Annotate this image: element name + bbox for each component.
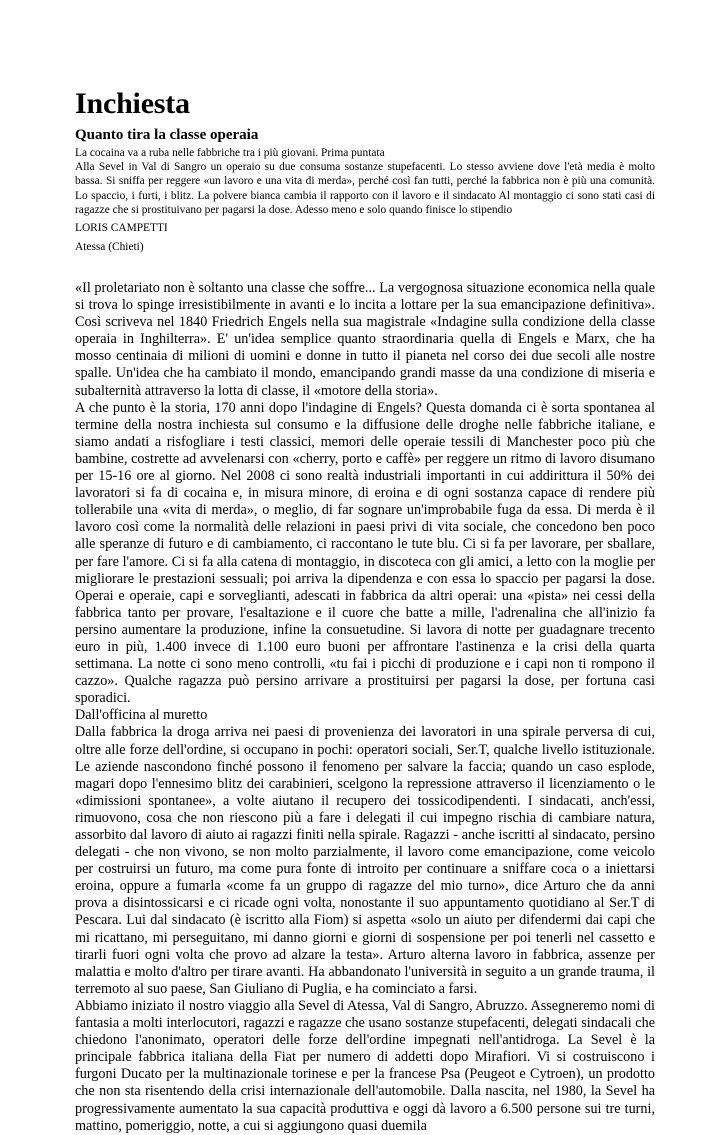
subheading: Dall'officina al muretto	[75, 707, 208, 724]
article-summary: Alla Sevel in Val di Sangro un operaio su due consuma sostanze stupefacenti. Lo stesso avviene dove l'età media è molto bassa. Si sniffa per reggere «un lavoro e una vita di merda», perché così fan tutti, perché la fabbrica non è più una comunità. Lo spaccio, i furti, i blitz. La polvere bianca cambia il rapporto con il lavoro e il sindacato Al montaggio ci sono stati casi di ragazze che si prostituivano per pagarsi la dose. Adesso meno e solo quando finisce lo stipendio	[75, 161, 655, 216]
body-paragraph-1: «Il proletariato non è soltanto una classe che soffre... La vergognosa situazione economica nella quale si trova lo spinge irresistibilmente in avanti e lo incita a lottare per la sua emancipazione definitiva». Così scriveva nel 1840 Friedrich Engels nella sua magistrale «Indagine sulla condizione della classe operaia in Inghilterra». E' un'idea semplice quanto straordinaria quella di Engels e Marx, che ha mosso centinaia di milioni di uomini e donne in tutto il pianeta nel corso dei due secoli alle nostre spalle. Un'idea che ha cambiato il mondo, emancipando grandi masse da una condizione di miseria e subalternità attraverso la lotta di classe, il «motore della storia».	[75, 280, 655, 399]
article-author: LORIS CAMPETTI	[75, 222, 168, 235]
body-paragraph-4: Abbiamo iniziato il nostro viaggio alla Sevel di Atessa, Val di Sangro, Abruzzo. Assegneremo nomi di fantasia a molti interlocutori, ragazzi e ragazze che usano sostanze stupefacenti, delegati sindacali che chiedono l'anonimato, operatori delle forze dell'ordine impegnati nell'antidroga. La Sevel è la principale fabbrica italiana della Fiat per numero di addetti dopo Mirafiori. Vi si costruiscono i furgoni Ducato per la multinazionale torinese e per la francese Psa (Peugeot e Cytroen), un prodotto che non sta risentendo della crisi internazionale dell'automobile. Dalla nascita, nel 1980, la Sevel ha progressivamente aumentato la sua capacità produttiva e oggi dà lavoro a 6.500 persone sui tre turni, mattino, pomeriggio, notte, a cui si aggiungono quasi duemila	[75, 997, 655, 1134]
section-title: Inchiesta	[75, 87, 190, 120]
body-paragraph-3: Dalla fabbrica la droga arriva nei paesi di provenienza dei lavoratori in una spirale perversa di cui, oltre alle forze dell'ordine, si occupano in pochi: operatori sociali, Ser.T, qualche livello istituzionale. Le aziende nascondono finché possono il fenomeno per salvare la faccia; quando un caso esplode, magari dopo l'ennesimo blitz dei carabinieri, scelgono la repressione attraverso il licenziamento o le «dimissioni spontanee», a volte aiutano il recupero dei tossicodipendenti. I sindacati, anch'essi, rimuovono, cosa che non riescono più a fare i delegati il cui impegno rischia di cambiare natura, assorbito dal lavoro di aiuto ai ragazzi finiti nella spirale. Ragazzi - anche iscritti al sindacato, persino delegati - che non vivono, se non molto parzialmente, il lavoro come emancipazione, come veicolo per costruirsi un futuro, ma come pura fonte di introito per continuare a sniffare coca o a iniettarsi eroina, oppure a fumarla «come fa un gruppo di ragazze del mio turno», dice Arturo che da anni prova a disintossicarsi e ci ricade ogni volta, nonostante il suo appuntamento quotidiano al Ser.T di Pescara. Lui dal sindacato (è iscritto alla Fiom) si aspetta «solo un aiuto per difendermi dai capi che mi ricattano, mi perseguitano, mi danno giorni e giorni di sospensione per poi tenerli nel cassetto e tirarli fuori ogni volta che provo ad alzare la testa». Arturo alterna lavoro in fabbrica, assenze per malattia e molto d'altro per tirare avanti. Ha abbandonato l'università in seguito a un grande trauma, il terremoto al suo paese, San Giuliano di Puglia, e ha cominciato a farsi.	[75, 724, 655, 997]
article-body	[75, 280, 655, 1135]
body-paragraph-2: A che punto è la storia, 170 anni dopo l'indagine di Engels? Questa domanda ci è sorta spontanea al termine della nostra inchiesta sul consumo e la diffusione delle droghe nelle fabbriche italiane, e siamo andati a risfogliare i testi classici, memori delle operaie tessili di Manchester poco più che bambine, costrette ad avvelenarsi con «cherry, porto e caffè» per reggere un ritmo di lavoro disumano per 15-16 ore al giorno. Nel 2008 ci sono realtà industriali importanti in cui addirittura il 50% dei lavoratori si fa di cocaina e, in misura minore, di eroina e di ogni sostanza capace di rendere più tollerabile una «vita di merda», o meglio, di far sognare un'improbabile fuga da essa. Di merda è il lavoro così come la normalità delle relazioni in paesi privi di vita sociale, che concedono ben poco alle speranze di futuro e di cambiamento, ci raccontano le tute blu. Ci si fa per lavorare, per sballare, per fare l'amore. Ci si fa alla catena di montaggio, in discoteca con gli amici, a letto con la moglie per migliorare le prestazioni sessuali; poi arriva la dipendenza e con essa lo spaccio per pagarsi la dose. Operai e operaie, capi e sorveglianti, adescati in fabbrica da altri operai: una «pista» nei cessi della fabbrica tanto per provare, l'esaltazione e il cuore che batte a mille, l'adrenalina che all'inizio fa persino aumentare la produzione, infine la consuetudine. Si lavora di notte per guadagnare trecento euro in più, 1.400 invece di 1.100 euro buoni per affrontare l'astinenza e la crisi della quarta settimana. La notte ci sono meno controlli, «tu fai i picchi di produzione e i capi non ti rompono il cazzo». Qualche ragazza può persino arrivare a prostituirsi per pagarsi la dose, per fortuna casi sporadici.	[75, 399, 655, 707]
article-headline: Quanto tira la classe operaia	[75, 127, 259, 143]
article-dateline: Atessa (Chieti)	[75, 241, 144, 254]
article	[75, 88, 655, 1135]
article-kicker: La cocaina va a ruba nelle fabbriche tra i più giovani. Prima puntata	[75, 147, 385, 159]
